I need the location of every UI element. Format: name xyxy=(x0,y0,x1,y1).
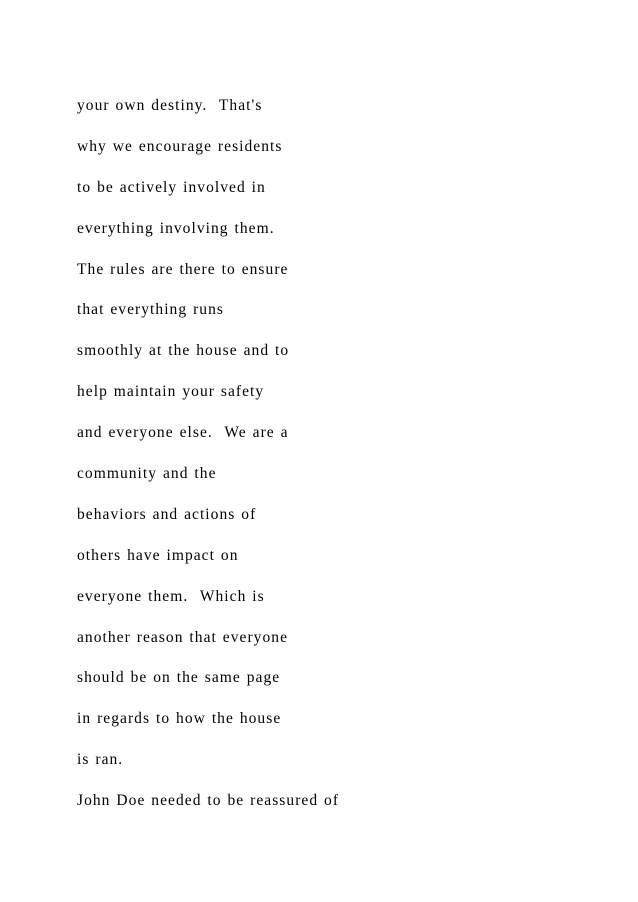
text-line: others have impact on xyxy=(77,546,239,564)
text-line: why we encourage residents xyxy=(77,137,283,155)
text-line: John Doe needed to be reassured of xyxy=(77,792,340,810)
text-line: help maintain your safety xyxy=(77,383,265,401)
body-text xyxy=(77,96,339,832)
text-line: everything involving them. xyxy=(77,219,275,237)
text-line: your own destiny. That's xyxy=(77,97,263,114)
text-line: another reason that everyone xyxy=(77,628,288,646)
text-line: The rules are there to ensure xyxy=(77,260,289,278)
text-line: behaviors and actions of xyxy=(77,505,257,523)
text-line: community and the xyxy=(77,465,217,483)
text-line: and everyone else. We are a xyxy=(77,424,289,442)
text-line: that everything runs xyxy=(77,301,224,319)
text-line: everyone them. Which is xyxy=(77,587,265,605)
text-line: to be actively involved in xyxy=(77,178,266,196)
text-line: should be on the same page xyxy=(77,669,281,687)
text-line: is ran. xyxy=(77,751,124,769)
text-line: in regards to how the house xyxy=(77,710,282,728)
text-line: smoothly at the house and to xyxy=(77,342,290,360)
